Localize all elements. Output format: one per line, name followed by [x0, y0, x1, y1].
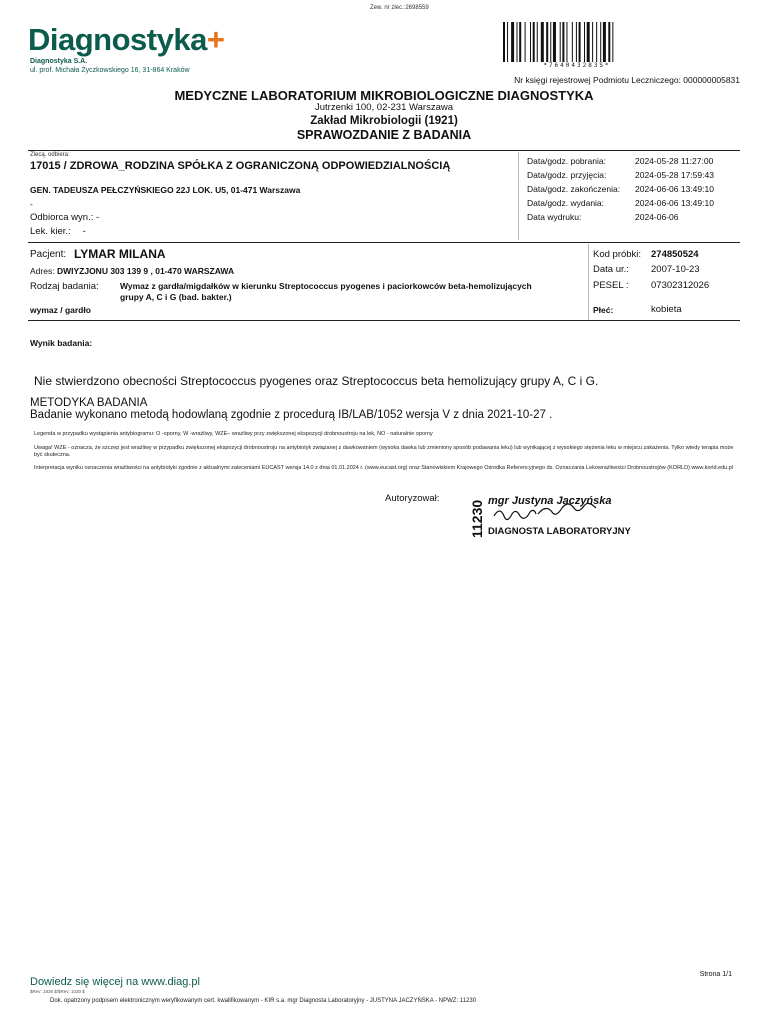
date-value: 2024-06-06 13:49:10 — [635, 198, 714, 208]
address-label: Adres: — [30, 266, 55, 276]
logo-text: Diagnostyka — [28, 22, 207, 57]
footer-link[interactable]: Dowiedz się więcej na www.diag.pl — [30, 976, 200, 988]
divider — [28, 150, 740, 151]
legend-text: Interpretacja wyniku oznaczenia wrażliwości na antybiotyki zgodnie z aktualnymi zaleceniami EUCAST wersja 14.0 z dnia 01.01.2024 r. (www.eucast.org) oraz Stanowiskiem Krajowego Ośrodka Referencyjnego ds. Oznaczania Lekowrażliwości Drobnoustrojów (KORLD) www.korld.edu.pl — [34, 465, 734, 471]
date-value: 2024-06-06 — [635, 212, 679, 222]
recipient-row — [30, 212, 99, 223]
signature-stamp — [468, 488, 648, 544]
stamp-signer: mgr Justyna Jaczyńska — [488, 495, 612, 507]
legend-text: Legenda w przypadku wystąpienia antybiogramu: O -oporny, W -wrażliwy, WZE– wrażliwy przy zwiększonej ekspozycji drobnoustroju na lek, NO - naturalnie oporny — [34, 431, 433, 437]
date-label: Data/godz. wydania: — [527, 198, 605, 208]
sample-code: 274850524 — [651, 249, 699, 260]
recipient-label: Odbiorca wyn.: — [30, 212, 94, 223]
method-text: Badanie wykonano metodą hodowlaną zgodnie z procedurą IB/LAB/1052 wersja V z dnia 2021-10-27 . — [30, 409, 553, 421]
registry-number: Nr księgi rejestrowej Podmiotu Leczniczego: 000000005831 — [514, 75, 740, 85]
date-label: Data/godz. zakończenia: — [527, 184, 621, 194]
pesel-value: 07302312026 — [651, 280, 710, 291]
stamp-number: 11230 — [469, 499, 485, 538]
authorized-label: Autoryzował: — [385, 493, 440, 504]
test-type: Wymaz z gardła/migdałków w kierunku Streptococcus pyogenes i paciorkowców beta-hemolizujących grupy A, C i G (bad. bakter.) — [120, 281, 532, 302]
birth-label: Data ur.: — [593, 264, 629, 275]
company-address: ul. prof. Michała Życzkowskiego 16, 31-864 Kraków — [30, 67, 190, 74]
logo-plus-icon: + — [206, 22, 225, 57]
divider — [28, 242, 740, 243]
patient-name: LYMAR MILANA — [74, 247, 166, 261]
sex-value: kobieta — [651, 304, 682, 315]
date-label: Data/godz. pobrania: — [527, 156, 606, 166]
date-row — [527, 182, 714, 196]
report-title: SPRAWOZDANIE Z BADANIA — [296, 128, 472, 142]
method-heading: METODYKA BADANIA — [30, 397, 148, 409]
lab-address: Jutrzenki 100, 02-231 Warszawa — [315, 102, 453, 113]
birth-date: 2007-10-23 — [651, 264, 700, 275]
divider — [28, 320, 740, 321]
orderer-label: Zlecą. odbiera: — [30, 152, 70, 158]
legend-text: Uwaga! WZE - oznacza, że szczep jest wrażliwy w przypadku zwiększonej ekspozycji drobnoustroju na antybiotyk związanej z dawkowaniem (wysoka dawka lub zmieniony sposób podawania leku) lub wynikającej z wysokiego stężenia leku w miejscu zakażenia. Tylko wtedy terapia może być skuteczna. — [34, 445, 734, 458]
result-text: Nie stwierdzono obecności Streptococcus pyogenes oraz Streptococcus beta hemolizujący grupy A, C i G. — [34, 374, 599, 388]
company-name: Diagnostyka S.A. — [30, 58, 88, 65]
date-row — [527, 196, 714, 210]
barcode-number: *764043283S* — [543, 62, 611, 69]
orderer-address: GEN. TADEUSZA PEŁCZYŃSKIEGO 22J LOK. U5, 01-471 Warszawa — [30, 185, 301, 195]
date-row — [527, 210, 714, 224]
address-row — [30, 266, 234, 276]
date-value: 2024-05-28 17:59:43 — [635, 170, 714, 180]
dates-block — [527, 154, 714, 224]
result-heading: Wynik badania: — [30, 338, 93, 348]
lab-name: MEDYCZNE LABORATORIUM MIKROBIOLOGICZNE DIAGNOSTYKA — [174, 88, 594, 103]
diagnostyka-logo — [28, 22, 224, 58]
pesel-label: PESEL : — [593, 280, 629, 291]
date-value: 2024-05-28 11:27:00 — [635, 156, 714, 166]
page-number: Strona 1/1 — [699, 971, 732, 978]
date-row — [527, 168, 714, 182]
date-label: Data wydruku: — [527, 212, 582, 222]
orderer-name: 17015 / ZDROWA_RODZINA SPÓŁKA Z OGRANICZONĄ ODPOWIEDZIALNOŚCIĄ — [30, 160, 451, 172]
patient-label: Pacjent: — [30, 249, 67, 260]
orderer-extra: - — [30, 199, 33, 209]
column-divider — [518, 152, 519, 240]
date-value: 2024-06-06 13:49:10 — [635, 184, 714, 194]
revision-info: $Rev: 1838 $/$Rev: 1030 $ — [30, 989, 85, 994]
doctor-label: Lek. kier.: — [30, 226, 71, 237]
sex-label: Płeć: — [593, 305, 614, 315]
patient-address: DWIYZJONU 303 139 9 , 01-470 WARSZAWA — [56, 266, 235, 276]
date-row — [527, 154, 714, 168]
sample-code-label: Kod próbki: — [593, 249, 642, 260]
recipient-value: - — [96, 212, 100, 223]
material: wymaz / gardło — [30, 305, 91, 315]
external-order-number: Zew. nr zlec.:2698559 — [370, 5, 429, 11]
department-name: Zakład Mikrobiologii (1921) — [310, 115, 458, 127]
stamp-role: DIAGNOSTA LABORATORYJNY — [488, 526, 631, 537]
e-signature-note: Dok. opatrzony podpisem elektronicznym weryfikowanym cert. kwalifikowanym - KIR s.a. mgr Diagnosta Laboratoryjny - JUSTYNA JACZYŃSKA - NPWZ: 11230 — [50, 998, 477, 1004]
doctor-value: - — [82, 226, 86, 237]
barcode-icon — [503, 22, 651, 62]
date-label: Data/godz. przyjęcia: — [527, 170, 607, 180]
test-type-label: Rodzaj badania: — [30, 281, 99, 292]
doctor-row — [30, 226, 86, 237]
column-divider — [588, 244, 589, 320]
